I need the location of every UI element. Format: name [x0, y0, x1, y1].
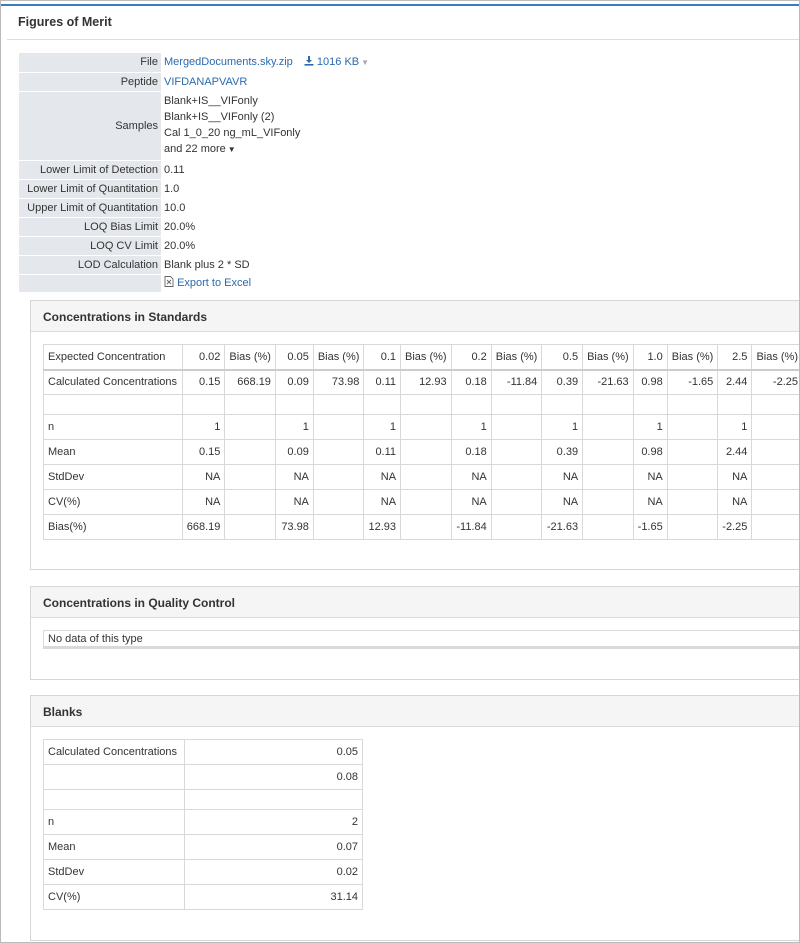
- table-cell: [313, 515, 364, 540]
- table-cell: [491, 515, 542, 540]
- peptide-label: Peptide: [19, 72, 161, 91]
- spacer-row: [44, 395, 800, 415]
- table-cell: NA: [182, 465, 225, 490]
- table-cell: 31.14: [185, 885, 363, 910]
- table-cell: 2.44: [718, 370, 752, 395]
- table-cell: [225, 490, 276, 515]
- table-cell: [491, 415, 542, 440]
- lod-calc-label: LOD Calculation: [19, 255, 161, 274]
- table-cell: [718, 395, 752, 415]
- table-cell: [225, 395, 276, 415]
- table-cell: [752, 395, 800, 415]
- calculated-row: [44, 765, 363, 790]
- divider: [7, 39, 800, 40]
- table-cell: Bias (%): [667, 345, 718, 370]
- table-cell: [667, 515, 718, 540]
- table-cell: Bias (%): [583, 345, 634, 370]
- loq-cv-label: LOQ CV Limit: [19, 236, 161, 255]
- table-cell: 0.02: [185, 860, 363, 885]
- table-cell: Bias (%): [491, 345, 542, 370]
- table-cell: [667, 490, 718, 515]
- table-cell: 1: [633, 415, 667, 440]
- table-cell: NA: [364, 465, 401, 490]
- table-cell: 73.98: [313, 370, 364, 395]
- table-cell: [491, 440, 542, 465]
- standards-title: Concentrations in Standards: [31, 301, 800, 332]
- table-cell: [313, 395, 364, 415]
- table-cell: NA: [718, 465, 752, 490]
- table-cell: [401, 415, 452, 440]
- table-cell: -11.84: [491, 370, 542, 395]
- table-cell: Bias (%): [401, 345, 452, 370]
- table-cell: 0.98: [633, 440, 667, 465]
- row-label: Calculated Concentrations: [44, 740, 185, 765]
- table-cell: 0.98: [633, 370, 667, 395]
- table-row: [44, 440, 800, 465]
- table-cell: 2: [185, 810, 363, 835]
- table-cell: [752, 415, 800, 440]
- table-cell: [583, 490, 634, 515]
- table-row: [44, 810, 363, 835]
- caret-down-icon: ▼: [227, 145, 236, 154]
- loq-bias-value: 20.0%: [164, 220, 196, 233]
- row-label: Expected Concentration: [44, 345, 183, 370]
- table-cell: NA: [718, 490, 752, 515]
- table-cell: 1: [718, 415, 752, 440]
- table-cell: 668.19: [182, 515, 225, 540]
- table-cell: [583, 415, 634, 440]
- table-cell: [225, 515, 276, 540]
- row-label: Calculated Concentrations: [44, 370, 183, 395]
- chevron-down-icon: ▼: [361, 58, 370, 67]
- table-cell: -2.25: [752, 370, 800, 395]
- sample-item: Blank+IS__VIFonly (2): [164, 111, 275, 123]
- properties-table: [19, 53, 372, 293]
- table-cell: [313, 490, 364, 515]
- table-cell: [752, 440, 800, 465]
- table-cell: NA: [182, 490, 225, 515]
- accent-bar: [1, 4, 800, 6]
- table-cell: 0.11: [364, 440, 401, 465]
- table-cell: NA: [542, 465, 583, 490]
- table-cell: 1: [364, 415, 401, 440]
- table-cell: 0.05: [185, 740, 363, 765]
- download-icon: [304, 56, 314, 66]
- table-cell: [451, 395, 491, 415]
- table-cell: [667, 440, 718, 465]
- table-cell: [401, 465, 452, 490]
- table-cell: NA: [633, 490, 667, 515]
- excel-file-icon: [164, 276, 174, 287]
- table-cell: 1: [182, 415, 225, 440]
- table-cell: -21.63: [583, 370, 634, 395]
- uloq-label: Upper Limit of Quantitation: [19, 198, 161, 217]
- table-cell: NA: [275, 490, 313, 515]
- calculated-row: [44, 740, 363, 765]
- row-label: CV(%): [44, 490, 183, 515]
- table-cell: 1.0: [633, 345, 667, 370]
- file-label: File: [19, 53, 161, 72]
- table-row: [44, 860, 363, 885]
- table-cell: NA: [451, 490, 491, 515]
- table-cell: [313, 415, 364, 440]
- standards-table: [43, 344, 800, 540]
- file-size: 1016 KB: [316, 56, 360, 68]
- table-cell: 12.93: [401, 370, 452, 395]
- table-row: [44, 490, 800, 515]
- table-cell: [667, 395, 718, 415]
- table-cell: 73.98: [275, 515, 313, 540]
- sample-item: Cal 1_0_20 ng_mL_VIFonly: [164, 127, 301, 139]
- table-cell: 0.09: [275, 440, 313, 465]
- table-cell: [364, 395, 401, 415]
- lloq-value: 1.0: [164, 182, 180, 195]
- table-cell: 2.44: [718, 440, 752, 465]
- table-cell: Bias (%): [752, 345, 800, 370]
- export-to-excel-button[interactable]: Export to Excel: [164, 277, 251, 289]
- table-cell: [401, 395, 452, 415]
- table-cell: 668.19: [225, 370, 276, 395]
- row-label: Mean: [44, 440, 183, 465]
- table-cell: 0.02: [182, 345, 225, 370]
- table-cell: [633, 395, 667, 415]
- sample-item: Blank+IS__VIFonly: [164, 95, 258, 107]
- row-label: n: [44, 415, 183, 440]
- blanks-table: [43, 739, 363, 910]
- table-cell: Bias (%): [313, 345, 364, 370]
- samples-label: Samples: [19, 91, 161, 160]
- table-cell: -11.84: [451, 515, 491, 540]
- loq-bias-label: LOQ Bias Limit: [19, 217, 161, 236]
- table-cell: 0.07: [185, 835, 363, 860]
- table-cell: 0.15: [182, 440, 225, 465]
- table-cell: [667, 465, 718, 490]
- row-label: n: [44, 810, 185, 835]
- table-cell: [491, 465, 542, 490]
- table-cell: [491, 395, 542, 415]
- table-row: [44, 465, 800, 490]
- table-cell: 12.93: [364, 515, 401, 540]
- table-cell: [313, 465, 364, 490]
- row-label: StdDev: [44, 465, 183, 490]
- table-cell: 0.18: [451, 370, 491, 395]
- spacer-row: [44, 790, 363, 810]
- table-cell: [44, 395, 183, 415]
- table-cell: [185, 790, 363, 810]
- table-cell: 0.39: [542, 370, 583, 395]
- table-cell: [491, 490, 542, 515]
- table-row: [44, 835, 363, 860]
- empty-label: [19, 274, 161, 292]
- table-cell: 0.5: [542, 345, 583, 370]
- table-cell: 1: [542, 415, 583, 440]
- table-cell: [542, 395, 583, 415]
- table-cell: [225, 440, 276, 465]
- table-cell: 0.15: [182, 370, 225, 395]
- table-cell: NA: [633, 465, 667, 490]
- table-cell: [401, 440, 452, 465]
- qc-title: Concentrations in Quality Control: [31, 587, 800, 618]
- table-cell: [752, 490, 800, 515]
- table-cell: [752, 515, 800, 540]
- table-cell: 1: [451, 415, 491, 440]
- lod-value: 0.11: [164, 163, 185, 176]
- uloq-value: 10.0: [164, 201, 186, 214]
- table-row: [44, 515, 800, 540]
- table-cell: [225, 465, 276, 490]
- table-cell: [182, 395, 225, 415]
- blanks-title: Blanks: [31, 696, 800, 727]
- table-row: [44, 415, 800, 440]
- calculated-row: [44, 370, 800, 395]
- table-cell: 1: [275, 415, 313, 440]
- table-cell: 0.1: [364, 345, 401, 370]
- table-cell: Bias (%): [225, 345, 276, 370]
- table-cell: 0.18: [451, 440, 491, 465]
- table-cell: NA: [275, 465, 313, 490]
- table-cell: -2.25: [718, 515, 752, 540]
- table-cell: [583, 395, 634, 415]
- lod-label: Lower Limit of Detection: [19, 160, 161, 179]
- row-label: Bias(%): [44, 515, 183, 540]
- table-cell: NA: [451, 465, 491, 490]
- table-cell: 2.5: [718, 345, 752, 370]
- table-cell: -1.65: [667, 370, 718, 395]
- loq-cv-value: 20.0%: [164, 239, 196, 252]
- row-label: CV(%): [44, 885, 185, 910]
- table-cell: [752, 465, 800, 490]
- table-cell: [667, 415, 718, 440]
- table-cell: -1.65: [633, 515, 667, 540]
- table-cell: [225, 415, 276, 440]
- table-cell: [313, 440, 364, 465]
- table-cell: NA: [542, 490, 583, 515]
- table-cell: 0.09: [275, 370, 313, 395]
- table-cell: -21.63: [542, 515, 583, 540]
- table-cell: NA: [364, 490, 401, 515]
- samples-more-toggle[interactable]: and 22 more ▼: [164, 143, 236, 155]
- row-label: [44, 790, 185, 810]
- table-cell: [583, 515, 634, 540]
- table-cell: 0.2: [451, 345, 491, 370]
- table-cell: [401, 490, 452, 515]
- page-title: Figures of Merit: [18, 15, 112, 29]
- lod-calc-value: Blank plus 2 * SD: [164, 258, 250, 271]
- download-button[interactable]: [304, 56, 369, 68]
- table-cell: [275, 395, 313, 415]
- table-cell: 0.39: [542, 440, 583, 465]
- table-cell: 0.05: [275, 345, 313, 370]
- lloq-label: Lower Limit of Quantitation: [19, 179, 161, 198]
- table-cell: 0.11: [364, 370, 401, 395]
- row-label: [44, 765, 185, 790]
- table-row: [44, 885, 363, 910]
- row-label: StdDev: [44, 860, 185, 885]
- table-cell: [583, 440, 634, 465]
- peptide-link[interactable]: VIFDANAPVAVR: [164, 75, 248, 88]
- table-header-row: [44, 345, 800, 370]
- table-cell: [583, 465, 634, 490]
- qc-empty-message: No data of this type: [43, 630, 800, 649]
- file-link[interactable]: MergedDocuments.sky.zip: [164, 56, 293, 68]
- row-label: Mean: [44, 835, 185, 860]
- table-cell: 0.08: [185, 765, 363, 790]
- table-cell: [401, 515, 452, 540]
